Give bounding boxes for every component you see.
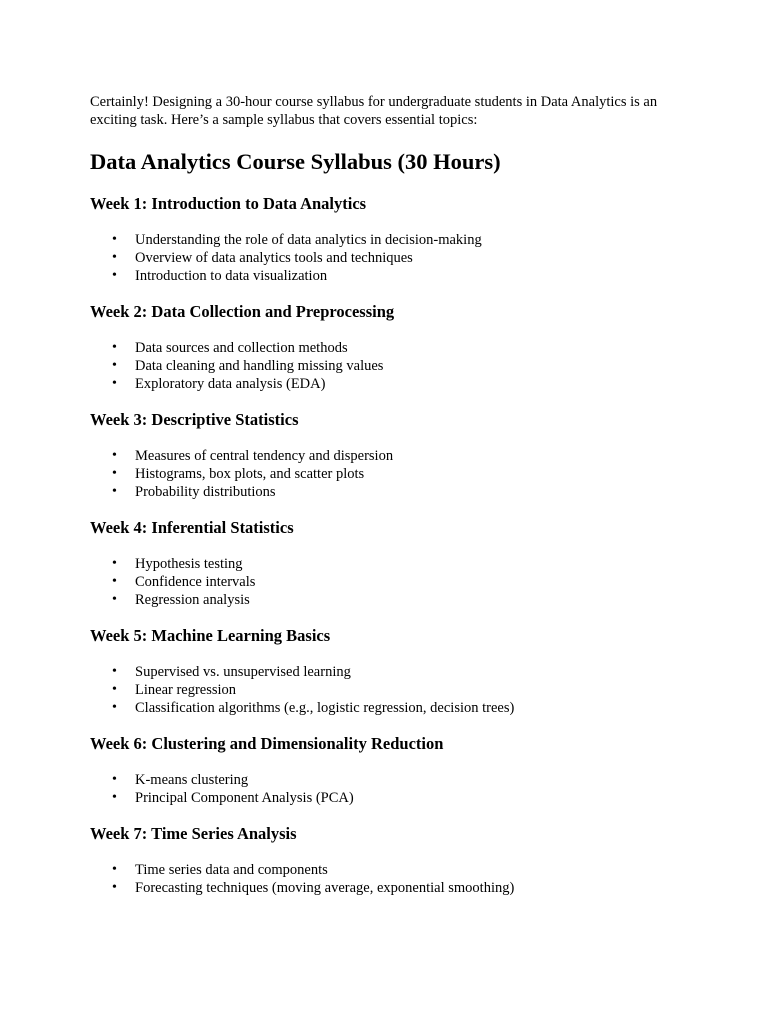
bullet-icon: • — [112, 772, 117, 787]
list-item-text: Histograms, box plots, and scatter plots — [135, 466, 365, 482]
list-item — [90, 447, 680, 465]
bullet-icon: • — [112, 358, 117, 373]
bullet-icon: • — [112, 268, 117, 283]
week-topic-list — [90, 771, 680, 807]
week-topic-list — [90, 339, 680, 393]
list-item — [90, 879, 680, 897]
week-heading: Week 6: Clustering and Dimensionality Reduction — [90, 734, 444, 753]
bullet-icon: • — [112, 376, 117, 391]
list-item-text: Understanding the role of data analytics in decision-making — [135, 232, 482, 248]
week-heading: Week 3: Descriptive Statistics — [90, 410, 299, 429]
list-item — [90, 681, 680, 699]
document-title: Data Analytics Course Syllabus (30 Hours) — [90, 149, 501, 174]
list-item-text: Exploratory data analysis (EDA) — [135, 376, 326, 392]
bullet-icon: • — [112, 700, 117, 715]
list-item — [90, 357, 680, 375]
bullet-icon: • — [112, 484, 117, 499]
bullet-icon: • — [112, 790, 117, 805]
list-item — [90, 339, 680, 357]
list-item-text: Supervised vs. unsupervised learning — [135, 664, 351, 680]
list-item-text: Introduction to data visualization — [135, 268, 328, 284]
bullet-icon: • — [112, 340, 117, 355]
list-item-text: Hypothesis testing — [135, 556, 243, 572]
list-item-text: Regression analysis — [135, 592, 250, 608]
list-item-text: K-means clustering — [135, 772, 249, 788]
bullet-icon: • — [112, 862, 117, 877]
bullet-icon: • — [112, 880, 117, 895]
bullet-icon: • — [112, 448, 117, 463]
week-heading: Week 7: Time Series Analysis — [90, 824, 297, 843]
week-section-6 — [90, 734, 680, 807]
week-heading: Week 5: Machine Learning Basics — [90, 626, 331, 645]
week-section-4 — [90, 518, 680, 609]
week-topic-list — [90, 555, 680, 609]
week-section-5 — [90, 626, 680, 717]
week-section-1 — [90, 194, 680, 285]
bullet-icon: • — [112, 592, 117, 607]
list-item-text: Data sources and collection methods — [135, 340, 348, 356]
intro-paragraph: Certainly! Designing a 30-hour course syllabus for undergraduate students in Data Analytics is an exciting task. Here’s a sample syllabus that covers essential topics: — [90, 94, 658, 128]
week-heading: Week 1: Introduction to Data Analytics — [90, 194, 367, 213]
bullet-icon: • — [112, 574, 117, 589]
list-item — [90, 771, 680, 789]
list-item — [90, 249, 680, 267]
bullet-icon: • — [112, 232, 117, 247]
list-item — [90, 231, 680, 249]
list-item-text: Measures of central tendency and dispersion — [135, 448, 394, 464]
list-item — [90, 483, 680, 501]
list-item-text: Confidence intervals — [135, 574, 256, 590]
list-item — [90, 663, 680, 681]
list-item-text: Data cleaning and handling missing values — [135, 358, 384, 374]
list-item-text: Time series data and components — [135, 862, 328, 878]
list-item-text: Linear regression — [135, 682, 237, 698]
list-item — [90, 591, 680, 609]
list-item — [90, 699, 680, 717]
list-item-text: Forecasting techniques (moving average, exponential smoothing) — [135, 880, 515, 896]
list-item — [90, 861, 680, 879]
list-item-text: Overview of data analytics tools and techniques — [135, 250, 413, 266]
weeks-section — [90, 194, 680, 897]
week-section-3 — [90, 410, 680, 501]
week-heading: Week 4: Inferential Statistics — [90, 518, 294, 537]
week-heading: Week 2: Data Collection and Preprocessing — [90, 302, 395, 321]
list-item — [90, 465, 680, 483]
list-item-text: Principal Component Analysis (PCA) — [135, 790, 354, 806]
list-item-text: Probability distributions — [135, 484, 276, 500]
list-item — [90, 375, 680, 393]
bullet-icon: • — [112, 664, 117, 679]
bullet-icon: • — [112, 682, 117, 697]
week-topic-list — [90, 447, 680, 501]
week-topic-list — [90, 663, 680, 717]
bullet-icon: • — [112, 556, 117, 571]
list-item — [90, 789, 680, 807]
list-item — [90, 555, 680, 573]
week-section-2 — [90, 302, 680, 393]
list-item — [90, 573, 680, 591]
week-topic-list — [90, 861, 680, 897]
bullet-icon: • — [112, 466, 117, 481]
bullet-icon: • — [112, 250, 117, 265]
week-section-7 — [90, 824, 680, 897]
document-page — [90, 94, 680, 914]
list-item — [90, 267, 680, 285]
list-item-text: Classification algorithms (e.g., logistic regression, decision trees) — [135, 700, 515, 716]
week-topic-list — [90, 231, 680, 285]
